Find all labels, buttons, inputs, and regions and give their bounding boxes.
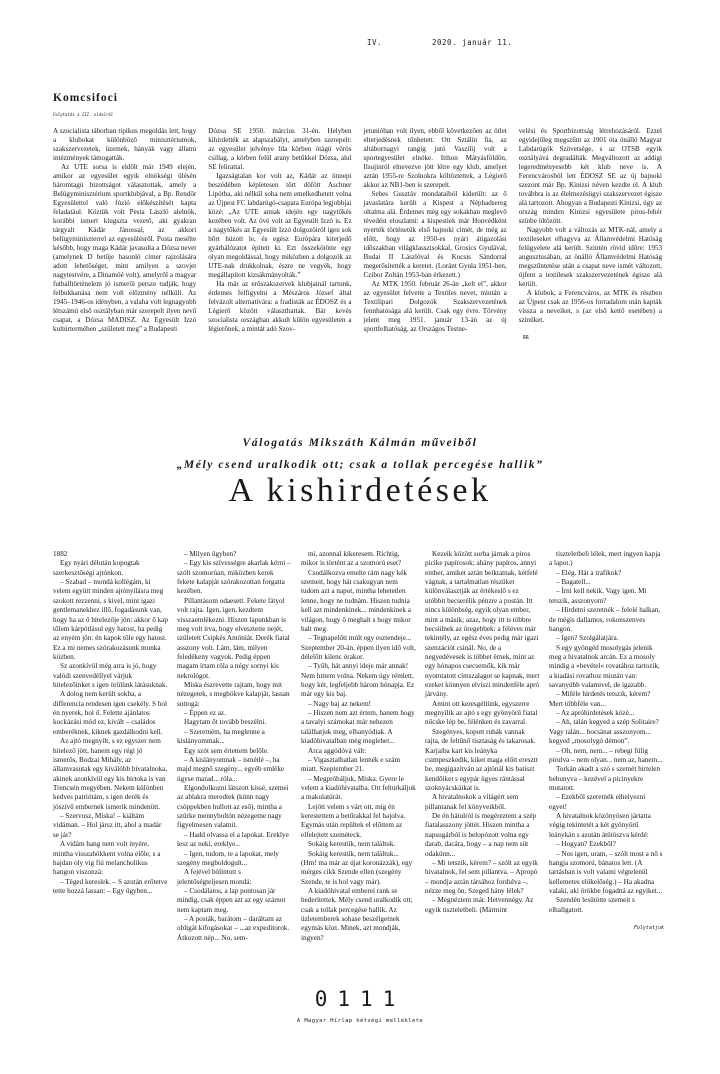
paragraph: – Az apróhirdetések közé...	[556, 709, 635, 718]
author-signature: RR	[522, 335, 529, 341]
article-columns	[53, 127, 662, 341]
article-column-4	[519, 127, 662, 341]
paragraph: Kezeik között sorba járnak a piros picike papírosok; ahány papíros, annyi ember, amiket aztán beiktatnak, kétfelé vágnak, a tartalmatlan részüket különválasztják az értékeslő s ez utóbbit becserélik pénzre a postán. Itt nincs különbség, egyik olyan ember, mint a másik; azaz, hogy itt is többre becsülnek az öregebbek: a féléves már tekintély, az egész éves pedig már igazi szenzációt csinál. No, de a negyedévesek is többet érnek, mint az egy hónapos csecsemők, kik már nyomtatott címszalagot se kapnak, mert ezeket könnyen elviszi mindenféle apró járvány.	[425, 550, 540, 699]
paragraph: – Megpróbáljuk, Miska. Gyere le velem a kiadóhivatalba. Ott felturkáljuk a makulatúrát.	[301, 774, 416, 802]
supplement-label: A Magyar Hírlap hétvégi melléklete	[296, 1018, 424, 1024]
story-body	[53, 550, 664, 943]
paragraph: – Tyűh, hát annyi ideje már annak! Nem hittem volna. Nekem úgy rémlett, hogy két, legfeljebb három hónapja. Ez már egy kis baj.	[301, 662, 415, 699]
paragraph: – Tegnapelőtt múlt egy esztendeje... Szeptember 20-án, éppen ilyen idő volt, délelőtt kilenc órakor.	[301, 634, 416, 661]
paragraph: A fejével bólintott s jelentőségteljesen mondá:	[177, 868, 252, 886]
paragraph: – Ah, talán kegyed a szép Solitaire? Vagy talán... bocsánat asszonyom... kegyed „mosolygó démon”.	[549, 718, 659, 746]
paragraph: Az MTK 1950. február 26-án „kelt el”, akkor az egyesület felvette a Textiles nevet, miután a Textilipari Dolgozók Szakszervezetének fennhatósága alá került. Csak egy évre. Törvény jelent meg 1951. január 13-án az új sportfelhatóság, az Országos Testne-	[363, 280, 507, 333]
continued-from: Folytatás a III. oldalról	[53, 112, 114, 117]
paragraph: Az ajtó megnyílt, s ez egyszer nem hitelező jött, hanem egy régi jó ismerős, Bodzai Mihály, az államvasutak egy kiválóbb hivatalnoka, akinek azonkívül egy kis birtoka is van Trencsén megyében. Nekem különben kedves patriótám, s igen derék és jószívű embernek ismerik mindenütt.	[53, 737, 168, 811]
paragraph: A hivatalnok közönyösen jártatta végig tekintetét a két gyönyörű leánykán s azután átütöszva kérdé:	[549, 812, 651, 839]
paragraph: A dolog nem került sokba, a differencia rendesen igen csekély. S hol én nyerek, hol ő. Felette ajánlatos kockázási mód ez, kivált – családos emberéknek, kiknek gazdálkodni kell.	[53, 690, 167, 736]
paragraph: – Szabad – mondá kollégám, ki velem együtt minden ajtónyílásra meg szokott rezzenni, s kivel, mint igazi gentlemanekhez illő, fogadásunk van, hogy ha az ő hitelezője jön: akkor ő kap tőlem kárpótlásul egy hatost, ha pedig az enyém jön: én kapok tőle egy hatost. Ez a mi nemes szórakozásunk munka közben.	[53, 578, 168, 661]
article-column-2	[208, 127, 351, 341]
paragraph: – Szeretném, ha meglenne a kislányommak...	[177, 727, 265, 746]
paragraph: A szocialista táborban tipikus megoldás lett, hogy a klubokat különböző minisztériumok, szakszervezetek, üzemek, bányák vagy állami intézmények támogatták.	[53, 127, 197, 162]
paragraph: Ha már az erőszakszervek klubjainál tartunk, érdemes felfigyelni a Mészáros József által felvázolt alternatívára: a fradisták az ÉDOSZ és a Légierő között választhattak. Bár kevés szocialista országban akkult külön egyesületen a légierőnek, a mintát adó Szov-	[208, 280, 352, 333]
paragraph: – Írni kell nekik. Vagy igen. Mi tetszik, asszonyom?	[549, 587, 647, 605]
paragraph: – Milyen ügyben?	[184, 550, 237, 558]
date-label: 2020. január 11.	[432, 38, 513, 47]
paragraph: S egy gyöngéd mosolygás jelenik meg a hivatalnok arcán. Ez a mosoly mindig a »bevétel« rovatához tartozik, a kiadási rovathoz miután van: savanyúbb valamivel, de igazabb.	[549, 643, 660, 690]
paragraph: Hagytam őt tovább beszélni.	[184, 718, 267, 727]
paragraph: – Csodálatos, a lap pontosan jár mindig, csak éppen azt az egy számot nem kaptam meg.	[177, 886, 286, 914]
story-title: A kishirdetések	[228, 472, 492, 509]
paragraph: – Éppen ez az.	[184, 709, 226, 718]
paragraph: Dózsa SE 1950. március 31-én. Helyben kihirdették az alapszabályt, amelyben szerepelt: az egyesület jelvénye lila körben ötágú vörös csillag, a körben felül arany betűkkel Dózsa, alul SE felirattal.	[208, 127, 352, 171]
paragraph: Sz azonkívül még arra is jó, hogy valódi szenvedéllyel várjuk hitelezőinket s igen örülünk látásuknak.	[53, 662, 168, 690]
paragraph: Elgondolkozni látszott kissé, szemei az ablakra meredtek (künn nagy csöppekben hullott az eső), mintha a szürke mennyboltón nézegetne nagy figyelmesen valamit.	[177, 783, 289, 830]
paragraph: Miska észrevette rajtam, hogy mit nézegetek, s megbökve kalapját, lassan suttogá:	[177, 681, 290, 708]
paragraph: – Hadd olvassa el a lapokat. Ereklye lesz az neki, ereklye...	[177, 830, 289, 849]
paragraph: Nagyobb volt a változás az MTK-nál, amely a textileseket elhagyva az Államvédelmi Hatóság felügyelete alá került. Szintén rövid időre: 1953 augusztusában, az önálló Államvédelmi Hatóság megszűntetése után a csapat neve ismét változott, újfent a textilesek szakszervezetének égisze alá került.	[518, 226, 662, 288]
paragraph: Sokáig kerestük, nem találtuk.	[308, 840, 396, 849]
story-year: 1882	[53, 550, 68, 558]
paragraph: – Mi tetszik, kérem? – szólt az egyik hivatalnok, fel sem pillantva. – Apropó – mondja aztán társához fordulva –, nézze meg ön, Szeged hány lélek?	[425, 858, 538, 895]
paragraph: jetunióban volt ilyen, ebből következően az ötlet elterjedésnek tűnhetett. Ott Sztálin fia, az altábornagyi rangig jutó Vaszilij volt a sportegyesület elnöke. Itthon Mátyásföldön, Ilsujinról elnevezve jött létre egy klub, amelyet aztán 1955-re Szolnokra költöztettek, a Légierő akkor az NB1-ben is szerepelt.	[363, 127, 507, 189]
paragraph: Egy nyári délután kopogtak szerkesztőségi ajtónkon.	[53, 559, 140, 577]
paragraph: Szegényes, kopott ruhák vannak rajta, de feltűnő tisztaság és takarosak. Karjaiba kart kis leányka csimpeszkedik, kiket maga előtt eresztt be, megigazítván az ajtónál kis batiszt kendőiket s egypár ügyes rántással szoknyácskáikat is.	[425, 727, 538, 792]
paragraph: – Elég. Hát a trafikok?	[556, 568, 622, 577]
paragraph: – Nos igen, uram, – szólt most a nő s hangja szomorú, bánatos lett. (A tartásban is volt valami végtelenül kellemetes elökelőség.) – Ha akadna valaki, aki örökbe fogadná az egyiket...	[549, 849, 663, 895]
paragraph: A klubok, a Ferencváros, az MTK és részben az Újpest csak az 1956-os forradalom után kapták vissza a neveiket, s (az első kettő esetében) a színüket.	[518, 289, 662, 324]
paragraph: A vidám hang nem volt inyére, mintha visszahökkent volna előle, s a hajdan oly víg fiú melancholikus hangon viszonzá:	[53, 840, 161, 877]
paragraph: – Hogyan? Ezekből?	[556, 840, 616, 849]
paragraph: – Bagatell...	[556, 578, 591, 587]
issue-label: IV.	[367, 38, 383, 47]
paragraph: Csodálkozva emelte rám nagy kék szemeit, hogy hát csakugyan nem tudom azt a napot, mintha lehetetlen lenne, hogy ne tudnám. Hiszen tudnia kell azt mindenkinek... mindenkinek a világon, hogy ő meghalt s hogy mikor halt meg.	[301, 568, 411, 633]
paragraph: Lejött velem s várt ott, míg én kerestettem a betűrakkal fel hajolva. Egymás után repültek el előttem az elfelejtett szeméteck.	[301, 802, 406, 839]
paragraph: – Oh, nem, nem... – rebegi fülig pirulva – nem olyan... nem az, hanem...	[549, 746, 663, 764]
paragraph: – Hirdetni szeretnék – felelé halkan, de mégis dallamos, rokonszenves hangon.	[549, 606, 661, 633]
paragraph: Sokáig kerestük, nem találtuk... (Hm! ma már az újat koronázzák), egy mérges cikk Szende ellen (szegény Szende, te is hol vagy már).	[301, 849, 413, 886]
paragraph: – Téged kereslek. – S azután erőtetve tette hozzá lassan: – Egy ügyben...	[53, 877, 168, 895]
paragraph: – Megnéztem már. Hetvennégy. Az egyik tiszteletbeli. (Mármint	[425, 896, 534, 914]
page-number: 0111	[314, 987, 406, 1011]
article-column-3	[364, 127, 507, 341]
continued-note: Folytatjuk	[633, 925, 664, 932]
article-column-1	[53, 127, 196, 341]
paragraph: Igazságtalan kor volt az, Kádár az ünnepi beszédében képletesen tört döfött Aschner Lipótba, aki nélkül soha nem emelkedhetett volna az Újpest FC labdarúgó-csapata Európa legjobbjai közé: „Az UTE annak idején egy nagytőkés kezében volt. Az övé volt az Egyesült Izzó is. Ez a nagytőkés az Egyesült Izzó dolgozóiról igen sok bőrt húzott le, és egész Európára kiterjedő gyárhálózatot épített ki. Ezt összekötötte egy olyan megoldással, hogy miközben a dolgozók az UTE-nak drukkolnak, észre ne vegyék, hogy megállapított kizsákmányolták.”	[208, 172, 352, 279]
paragraph: – Miféle hirdetés tetszik, kérem? Mert többféle van...	[549, 690, 651, 708]
top-article	[53, 92, 662, 341]
story-column-3	[301, 550, 416, 943]
paragraph: A hivatalnokok a világért sem pillantanak fel könyveikből.	[425, 793, 519, 811]
paragraph: Szendén lesütötte szemeit s elhallgatott.	[549, 896, 635, 914]
paragraph: Az UTE sorsa is eldőlt már 1949 elején, amikor az egyesület egyik elnökségi ülésén háromtagú bizottságot választottak, amely a Belügyminisztérium sportklubjával, a Bp. Rendőr Egyesülettel való fúzió előkészítését kapta feladatául. Köztük volt Pesta László alelnök, korábbi ismert kiugszta vezető, aki gyakran tárgyalt Kádár Jánossal, az akkori belügyminiszterrel az egyesülésről. Posta mesélte később, hogy maga Kádár javasolta a Dózsa nevet (amelynek D betűje hasonló címer rajzolására adott lehetőséget, mint amilyen a szovjet nagytestvére, a Dinamóé volt), amelyről a magyar futballtörténelem jó ismerői persze tudják, hogy felbukkanása nem volt előzmény nélküli. Az 1945–1946-os idényben, a valaha volt legnagyobb létszámú első osztályban már szerepelt ilyen nevű csapat, a Dózsa MADISZ. Az Egyesült Izzó kultúrtermében „született meg” a Budapesti	[53, 163, 197, 333]
paragraph: – Igen? Szolgálatjára.	[556, 634, 619, 643]
paragraph: Torkán akadt a szó s szemét hirtelen behunyva – kezével a picinyekre mutatott.	[549, 765, 661, 792]
paragraph: – Igen, tudom, te a lapokat, mely szegény megboldogult...	[177, 849, 279, 867]
paragraph: – A posták, barátom – daráltam az obligát kifogásokat – ...az expeditorok. Átkozott nép... No, sem-	[177, 915, 290, 942]
paragraph: mi, azonnal kikeresem. Richtig, mikor is történt az a szomorú eset?	[301, 550, 402, 568]
paragraph: – Hiszen nem azt értem, hanem hogy a tavalyi számokat már nehezen találhatjuk meg, elhanyódtak. A kiadóhivatalban még meglehet...	[301, 709, 415, 746]
paragraph: Amint ott keresgéltünk, egyszerre megnyílik az ajtó s egy gyönyörű fiatal nőcske lép be, félénken és zavarral.	[425, 699, 538, 727]
paragraph: – Vigasztalhatlan lennék e szám miatt. Szeptember 21.	[301, 755, 401, 774]
story-column-2	[177, 550, 292, 943]
paragraph: tiszteletbeli lélek, mert ingyen kapja a lapot.)	[549, 550, 661, 568]
story-column-1	[53, 550, 168, 943]
story-column-5	[549, 550, 664, 943]
paragraph: – Egy kis szívességre akarlak kérni – szólt szomorúan, miközben kerek fekete kalapját szórakozottan forgatta kezében.	[177, 559, 291, 596]
story-column-4	[425, 550, 540, 943]
paragraph: velési és Sportbizottság létrehozásáról. Ezzel egyidejűleg megszűnt az 1901 óta önálló Magyar Labdarúgók Szövetsége, s az OTSB egyik osztályává degradálták. Megváltozott az addigi legeredményesebb két klub neve is. A Ferencvárosból lett ÉDOSZ SE az új bajnoki szezont már Bp. Kinizsi néven kezdte el. A klub továbbra is az élelmezésügyi szakszervezet égisze alá tartozott. Ahogyan a Budapesti Kinizsi, úgy az ország minden Kinizsi egyesülete piros-fehér színbe öltözött.	[518, 127, 662, 225]
paragraph: Pillantásom odaesett. Fekete fátyol volt rajta. Igen, igen, kezdtem visszaemlékezni. Hiszen lapunkban is meg volt írva, hogy elvesztette nejét, született Csipkés Antóniát. Derék fiatal asszony volt. Lám, lám, milyen feledékeny vagyok. Pedig éppen magam írtam róla a négy sornyi kis nekrológot.	[177, 596, 290, 680]
paragraph: – A kislányomnak – ismétlé –, ha majd megnő szegény... egyéb emléke úgyse marad... róla...	[177, 755, 285, 783]
paragraph: Arca aggódóvá vált:	[308, 746, 367, 755]
article-kicker: Komcsifoci	[53, 92, 118, 104]
story-subtitle: „Mély csend uralkodik ott; csak a tollak percegése hallik”	[176, 459, 544, 471]
paragraph: – Szervusz, Miska! – kiáltám vidáman. – Hol jársz itt, ahol a madár se jár?	[53, 812, 162, 839]
paragraph: A kiadóhivatal emberei rank se hederítettek. Mély csend uralkodik ott; csak a tollak percegése hallik. Az üzletemberek sohase beszélgetnek egymás közt. Minek, azt mondják, ingyen?	[301, 886, 413, 942]
paragraph: De én hátulról is megéreztem a szép fiatalasszony jöttét. Hiszen mintha a napsugárból is belopózott volna egy darab, dacára, hogy – a nap nem süt odakünn...	[425, 812, 537, 858]
paragraph: Sebes Gusztáv mondataiból kiderült: az ő javaslatára került a Kispest a Néphadsereg oltalma alá. Érdemes még egy sokakban meglevő tévedést eloszlatni: a kispestiek már Honvédként nyerték történetük első bajnoki címét, de még az előtt, hogy az 1950-es nyári átigazolási időszakban világklasszisokkal, Grosics Gyulával, Budai II Lászlóval és Kocsis Sándorral megerősítették a keretet. (Loránt Gyula 1951-ben, Czibor Zoltán 1953-ban érkezett.)	[363, 190, 507, 279]
paragraph: – Nagy baj az nekem!	[308, 699, 372, 708]
paragraph: Egy szót sem értettem belőle.	[184, 746, 269, 755]
series-line: Válogatás Mikszáth Kálmán műveiből	[242, 437, 478, 449]
paragraph: – Ezekből szeretnék elhelyezni egyet!	[549, 793, 646, 811]
